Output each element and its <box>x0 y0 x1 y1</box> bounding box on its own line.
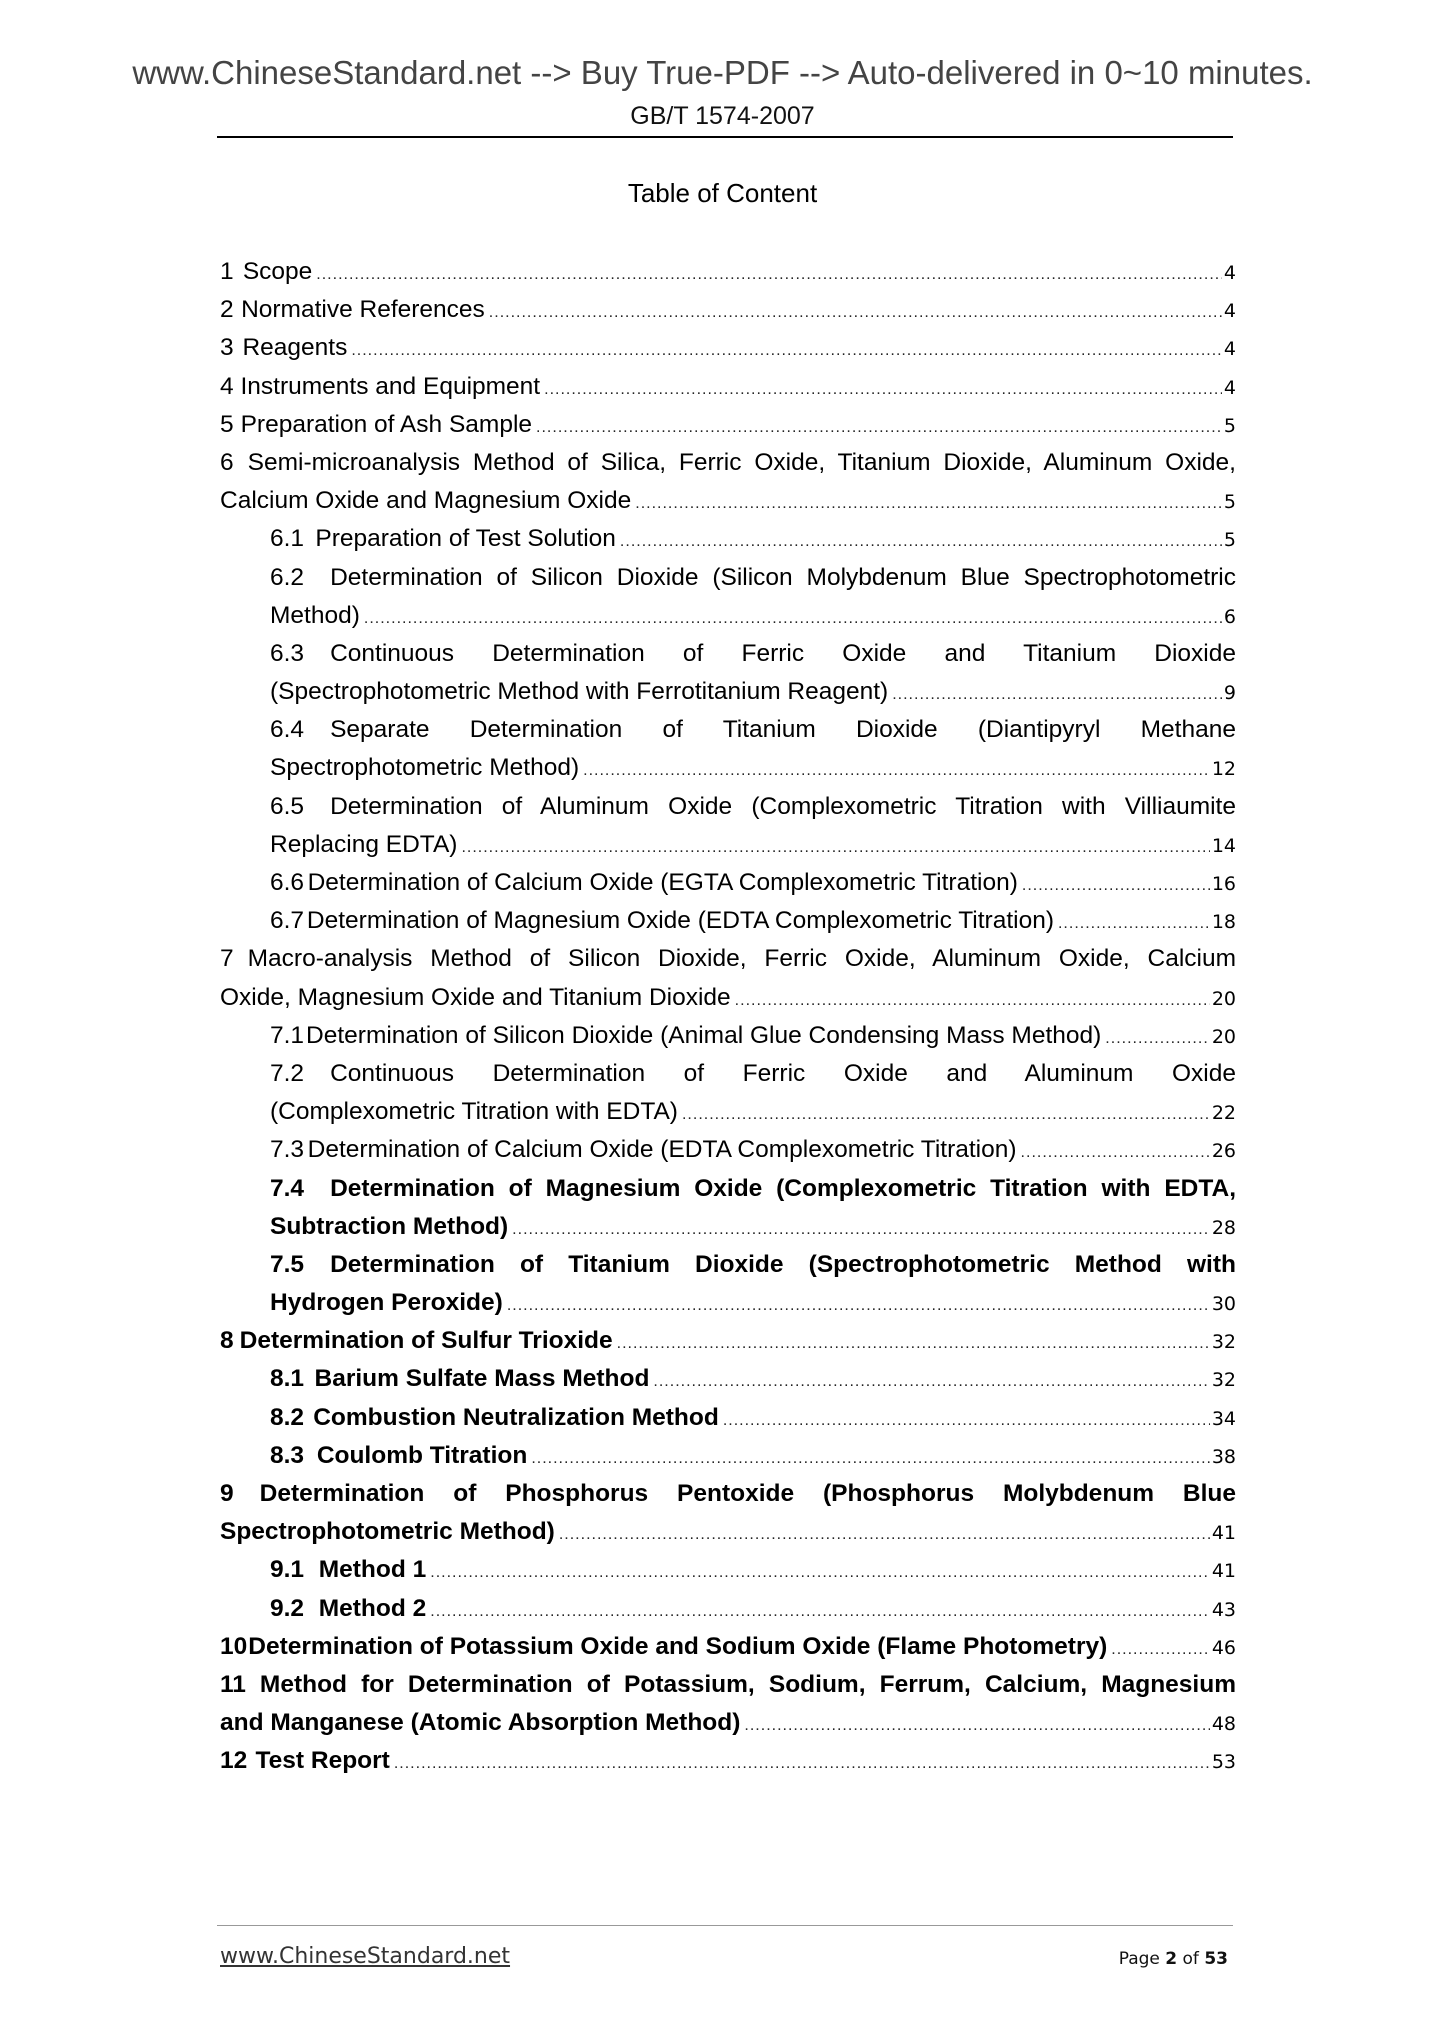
toc-entry[interactable] <box>270 1551 1236 1589</box>
dot-leader <box>617 1325 1210 1363</box>
toc-entry-number: 6.4 <box>270 716 305 744</box>
toc-entry[interactable] <box>220 444 1236 520</box>
toc-entry[interactable] <box>220 1742 1236 1780</box>
toc-entry-page: 28 <box>1211 1216 1236 1239</box>
dot-leader <box>635 485 1222 523</box>
dot-leader <box>1022 867 1210 905</box>
toc-entry-number: 8 <box>220 1327 234 1355</box>
toc-entry-page: 53 <box>1211 1751 1236 1774</box>
dot-leader <box>507 1287 1210 1325</box>
toc-entry-page: 46 <box>1211 1636 1236 1659</box>
toc-entry-title-cont: (Complexometric Titration with EDTA) <box>270 1098 678 1126</box>
toc-entry-page: 4 <box>1223 338 1236 361</box>
toc-entry-title: Determination of Phosphorus Pentoxide (Phosphorus Molybdenum Blue <box>259 1480 1236 1507</box>
toc-entry-title: Reagents <box>242 334 348 362</box>
toc-entry-title: Scope <box>242 258 313 285</box>
dot-leader <box>682 1096 1210 1134</box>
toc-entry-title-cont: (Spectrophotometric Method with Ferrotitanium Reagent) <box>270 678 889 706</box>
dot-leader <box>1058 905 1210 943</box>
page-indicator <box>1119 1949 1228 1969</box>
toc-entry-title: Separate Determination of Titanium Dioxide (Diantipyryl Methane <box>330 716 1236 744</box>
toc-entry[interactable] <box>220 1322 1236 1360</box>
toc-entry-page: 4 <box>1223 376 1236 399</box>
page-current: 2 <box>1165 1949 1178 1969</box>
page-of: of <box>1182 1949 1199 1969</box>
toc-entry[interactable] <box>220 253 1236 291</box>
toc-entry-page: 43 <box>1211 1598 1236 1621</box>
toc-entry-number: 6.7 <box>270 907 305 935</box>
toc-entry-title: Determination of Silicon Dioxide (Silicon Molybdenum Blue Spectrophotometric <box>330 563 1236 591</box>
toc-entry-number: 5 <box>220 410 234 438</box>
toc-entry-title: Macro-analysis Method of Silicon Dioxide, Ferric Oxide, Aluminum Oxide, Calcium <box>247 945 1236 973</box>
toc-entry-title: Barium Sulfate Mass Method <box>314 1365 650 1393</box>
dot-leader <box>1105 1020 1210 1058</box>
toc-entry-page: 5 <box>1223 529 1236 552</box>
toc-entry-title-cont: Replacing EDTA) <box>270 830 458 858</box>
standard-number: GB/T 1574-2007 <box>630 102 815 130</box>
toc-entry-page: 41 <box>1211 1522 1236 1545</box>
toc-entry-title-cont: Spectrophotometric Method) <box>270 754 580 782</box>
toc-entry[interactable] <box>270 1055 1236 1131</box>
toc-entry-number: 6.3 <box>270 639 305 667</box>
toc-entry[interactable] <box>270 559 1236 635</box>
toc-entry[interactable] <box>220 1628 1236 1666</box>
toc-entry-page: 32 <box>1211 1331 1236 1354</box>
toc-entry-title: Continuous Determination of Ferric Oxide and Titanium Dioxide <box>330 639 1236 667</box>
toc-entry-number: 7.5 <box>270 1250 305 1278</box>
toc-entry[interactable] <box>270 1170 1236 1246</box>
toc-entry-title: Method 2 <box>318 1594 427 1622</box>
toc-entry-title: Determination of Potassium Oxide and Sodium Oxide (Flame Photometry) <box>248 1632 1108 1660</box>
dot-leader <box>653 1363 1209 1401</box>
toc-entry-number: 7.2 <box>270 1059 305 1087</box>
toc-entry[interactable] <box>220 940 1236 1016</box>
toc-entry-title: Continuous Determination of Ferric Oxide and Aluminum Oxide <box>330 1059 1236 1087</box>
toc-entry-number: 7 <box>220 945 234 973</box>
toc-entry-title: Method 1 <box>318 1556 427 1584</box>
dot-leader <box>723 1402 1210 1440</box>
page-label: Page <box>1118 1949 1160 1969</box>
toc-entry-title-cont: Method) <box>270 601 360 629</box>
toc-entry-number: 8.2 <box>270 1403 305 1431</box>
toc-entry-title: Determination of Magnesium Oxide (Complexometric Titration with EDTA, <box>330 1174 1236 1202</box>
header-divider <box>217 136 1233 138</box>
toc-entry-number: 9 <box>220 1480 234 1507</box>
dot-leader <box>620 523 1222 561</box>
toc-entry[interactable] <box>220 1666 1236 1742</box>
toc-entry-number: 11 <box>220 1670 246 1698</box>
page-total: 53 <box>1204 1949 1228 1969</box>
toc-entry-title: Instruments and Equipment <box>240 372 541 400</box>
toc-entry-number: 6.2 <box>270 563 305 591</box>
toc-entry-number: 1 <box>220 258 234 285</box>
toc-entry-number: 6.1 <box>270 525 305 553</box>
toc-entry[interactable] <box>270 1437 1236 1475</box>
toc-entry[interactable] <box>220 368 1236 406</box>
toc-entry-page: 6 <box>1223 605 1236 628</box>
toc-entry-number: 7.4 <box>270 1174 305 1202</box>
dot-leader <box>735 982 1210 1020</box>
footer-site-link[interactable]: www.ChineseStandard.net <box>220 1944 511 1969</box>
toc-entry-page: 22 <box>1211 1102 1236 1125</box>
dot-leader <box>559 1516 1210 1554</box>
toc-entry-title: Determination of Silicon Dioxide (Animal Glue Condensing Mass Method) <box>306 1021 1102 1049</box>
toc-entry-title: Normative References <box>241 296 485 324</box>
toc-entry-title: Coulomb Titration <box>316 1441 528 1469</box>
toc-entry-number: 3 <box>220 334 234 362</box>
toc-entry-number: 6 <box>220 448 234 476</box>
toc-entry-title: Method for Determination of Potassium, Sodium, Ferrum, Calcium, Magnesium <box>259 1670 1236 1698</box>
footer-divider <box>217 1925 1233 1926</box>
toc-entry-title: Combustion Neutralization Method <box>313 1403 719 1431</box>
dot-leader <box>364 600 1222 638</box>
dot-leader <box>461 829 1209 867</box>
toc-entry[interactable] <box>270 711 1236 787</box>
dot-leader <box>583 752 1210 790</box>
dot-leader <box>744 1707 1209 1745</box>
header-banner[interactable]: www.ChineseStandard.net --> Buy True-PDF --> Auto-delivered in 0~10 minutes. <box>132 54 1313 91</box>
toc-title: Table of Content <box>627 178 818 208</box>
toc-entry-title-cont: Oxide, Magnesium Oxide and Titanium Dioxide <box>220 983 731 1011</box>
toc-entry-page: 20 <box>1211 1025 1236 1048</box>
toc-entry-page: 12 <box>1211 758 1236 781</box>
toc-entry[interactable] <box>270 520 1236 558</box>
toc-entry-page: 34 <box>1211 1407 1236 1430</box>
toc-entry-page: 41 <box>1211 1560 1236 1583</box>
toc-entry-page: 4 <box>1223 262 1236 284</box>
toc-entry-title: Determination of Sulfur Trioxide <box>239 1327 613 1355</box>
toc-entry-page: 32 <box>1211 1369 1236 1392</box>
table-of-contents <box>220 253 1236 1781</box>
dot-leader <box>430 1554 1210 1592</box>
toc-entry-page: 14 <box>1211 834 1236 857</box>
toc-entry[interactable] <box>270 864 1236 902</box>
toc-entry-title-cont: Calcium Oxide and Magnesium Oxide <box>220 487 632 515</box>
toc-entry[interactable] <box>270 788 1236 864</box>
dot-leader <box>351 332 1222 370</box>
toc-entry-title: Determination of Titanium Dioxide (Spectrophotometric Method with <box>330 1250 1236 1278</box>
toc-entry-number: 9.2 <box>270 1594 305 1622</box>
toc-entry-title: Determination of Calcium Oxide (EDTA Complexometric Titration) <box>307 1136 1017 1164</box>
toc-entry-page: 26 <box>1211 1140 1236 1163</box>
toc-entry[interactable] <box>270 1360 1236 1398</box>
toc-entry-title: Preparation of Test Solution <box>315 525 616 553</box>
toc-entry-title: Determination of Calcium Oxide (EGTA Complexometric Titration) <box>307 869 1018 896</box>
toc-entry-number: 8.3 <box>270 1441 305 1469</box>
toc-entry[interactable] <box>270 635 1236 711</box>
toc-entry-title-cont: Spectrophotometric Method) <box>220 1518 555 1546</box>
toc-entry-page: 20 <box>1211 987 1236 1010</box>
toc-entry-number: 6.6 <box>270 869 305 896</box>
toc-entry[interactable] <box>270 1590 1236 1628</box>
toc-entry[interactable] <box>270 1131 1236 1169</box>
toc-entry-number: 9.1 <box>270 1556 305 1584</box>
toc-entry-page: 5 <box>1223 491 1236 514</box>
dot-leader <box>892 676 1222 714</box>
dot-leader <box>536 409 1222 447</box>
toc-entry-title: Test Report <box>255 1747 390 1775</box>
toc-entry[interactable] <box>220 291 1236 329</box>
toc-entry-page: 9 <box>1223 682 1236 705</box>
toc-entry-page: 5 <box>1223 414 1236 437</box>
toc-entry-title: Determination of Aluminum Oxide (Complexometric Titration with Villiaumite <box>330 792 1236 820</box>
dot-leader <box>512 1211 1210 1249</box>
dot-leader <box>489 294 1222 332</box>
dot-leader <box>531 1440 1210 1478</box>
toc-entry-page: 30 <box>1211 1293 1236 1316</box>
toc-entry-page: 38 <box>1211 1445 1236 1468</box>
toc-entry[interactable] <box>220 406 1236 444</box>
toc-entry-title-cont: Hydrogen Peroxide) <box>270 1289 503 1317</box>
toc-entry-number: 7.1 <box>270 1021 305 1049</box>
toc-entry-page: 4 <box>1223 300 1236 323</box>
toc-entry[interactable] <box>270 1017 1236 1055</box>
toc-entry[interactable] <box>270 902 1236 940</box>
toc-entry-page: 18 <box>1211 911 1236 934</box>
toc-entry-number: 7.3 <box>270 1136 305 1164</box>
dot-leader <box>430 1593 1210 1631</box>
toc-entry-number: 10 <box>220 1632 248 1660</box>
toc-entry[interactable] <box>220 1475 1236 1551</box>
toc-entry-number: 2 <box>220 296 234 324</box>
toc-entry-title-cont: Subtraction Method) <box>270 1212 509 1240</box>
toc-entry-title: Preparation of Ash Sample <box>240 410 533 438</box>
toc-entry-page: 16 <box>1211 873 1236 895</box>
toc-entry-number: 8.1 <box>270 1365 305 1393</box>
toc-entry-title: Semi-microanalysis Method of Silica, Ferric Oxide, Titanium Dioxide, Aluminum Oxide, <box>247 448 1236 476</box>
toc-entry-number: 12 <box>220 1747 248 1775</box>
dot-leader <box>1111 1631 1210 1669</box>
toc-entry[interactable] <box>270 1399 1236 1437</box>
dot-leader <box>1021 1134 1210 1172</box>
dot-leader <box>544 371 1222 409</box>
toc-entry-number: 6.5 <box>270 792 305 820</box>
toc-entry-number: 4 <box>220 372 234 400</box>
toc-entry[interactable] <box>270 1246 1236 1322</box>
dot-leader <box>316 256 1222 294</box>
dot-leader <box>394 1745 1210 1783</box>
toc-entry-title: Determination of Magnesium Oxide (EDTA Complexometric Titration) <box>306 907 1054 935</box>
toc-entry-title-cont: and Manganese (Atomic Absorption Method) <box>220 1709 741 1737</box>
toc-entry-page: 48 <box>1211 1713 1236 1736</box>
toc-entry[interactable] <box>220 329 1236 367</box>
